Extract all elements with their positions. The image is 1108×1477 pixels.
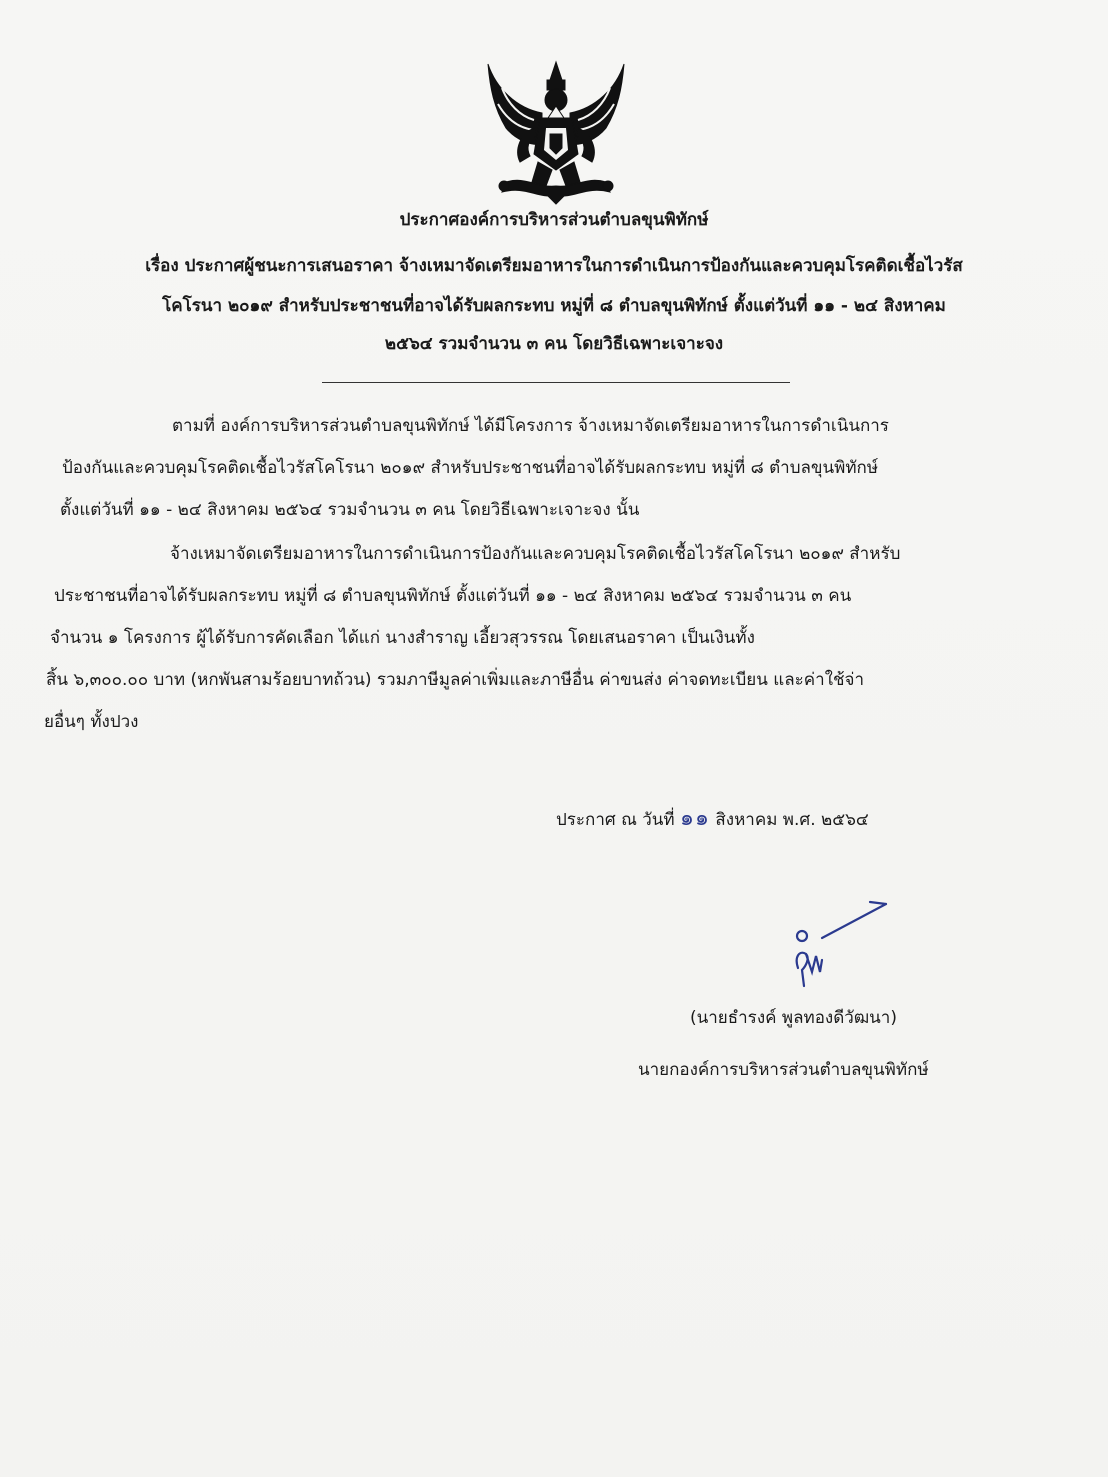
paragraph2-line-3: จำนวน ๑ โครงการ ผู้ได้รับการคัดเลือก ได้แก่ นางสำราญ เอี้ยวสุวรรณ โดยเสนอราคา เป็นเงินทั้ง	[50, 628, 755, 648]
date-prefix: ประกาศ ณ วันที่	[556, 810, 675, 830]
garuda-emblem-icon	[476, 58, 636, 208]
handwritten-signature-icon	[760, 890, 900, 1000]
paragraph2-line-1: จ้างเหมาจัดเตรียมอาหารในการดำเนินการป้องกันและควบคุมโรคติดเชื้อไวรัสโคโรนา ๒๐๑๙ สำหรับ	[170, 544, 901, 564]
separator-line	[322, 382, 790, 383]
signatory-name: (นายธำรงค์ พูลทองดีวัฒนา)	[690, 1008, 897, 1028]
paragraph1-line-2: ป้องกันและควบคุมโรคติดเชื้อไวรัสโคโรนา ๒๐๑๙ สำหรับประชาชนที่อาจได้รับผลกระทบ หมู่ที่ ๘ ตำบลขุนพิทักษ์	[62, 458, 879, 478]
paragraph2-line-4: สิ้น ๖,๓๐๐.๐๐ บาท (หกพันสามร้อยบาทถ้วน) รวมภาษีมูลค่าเพิ่มและภาษีอื่น ค่าขนส่ง ค่าจดทะเบียน และค่าใช้จ่า	[46, 670, 865, 690]
announcement-date	[556, 800, 869, 835]
paragraph1-line-1: ตามที่ องค์การบริหารส่วนตำบลขุนพิทักษ์ ได้มีโครงการ จ้างเหมาจัดเตรียมอาหารในการดำเนินการ	[172, 416, 889, 436]
paragraph2-line-5: ยอื่นๆ ทั้งปวง	[44, 712, 139, 732]
paragraph2-line-2: ประชาชนที่อาจได้รับผลกระทบ หมู่ที่ ๘ ตำบลขุนพิทักษ์ ตั้งแต่วันที่ ๑๑ - ๒๔ สิงหาคม ๒๕๖๔ รวมจำนวน ๓ คน	[54, 586, 852, 606]
subject-line-1: เรื่อง ประกาศผู้ชนะการเสนอราคา จ้างเหมาจัดเตรียมอาหารในการดำเนินการป้องกันและควบคุมโรคติดเชื้อไวรัส	[145, 256, 963, 276]
date-suffix: สิงหาคม พ.ศ. ๒๕๖๔	[715, 810, 869, 830]
org-title: ประกาศองค์การบริหารส่วนตำบลขุนพิทักษ์	[399, 210, 709, 230]
subject-line-2: โคโรนา ๒๐๑๙ สำหรับประชาชนที่อาจได้รับผลกระทบ หมู่ที่ ๘ ตำบลขุนพิทักษ์ ตั้งแต่วันที่ ๑๑ - ๒๔ สิงหาคม	[162, 296, 946, 316]
paragraph1-line-3: ตั้งแต่วันที่ ๑๑ - ๒๔ สิงหาคม ๒๕๖๔ รวมจำนวน ๓ คน โดยวิธีเฉพาะเจาะจง นั้น	[60, 500, 640, 520]
date-day: ๑๑	[680, 806, 710, 831]
signatory-position: นายกองค์การบริหารส่วนตำบลขุนพิทักษ์	[638, 1060, 929, 1080]
subject-line-3: ๒๕๖๔ รวมจำนวน ๓ คน โดยวิธีเฉพาะเจาะจง	[384, 334, 724, 354]
